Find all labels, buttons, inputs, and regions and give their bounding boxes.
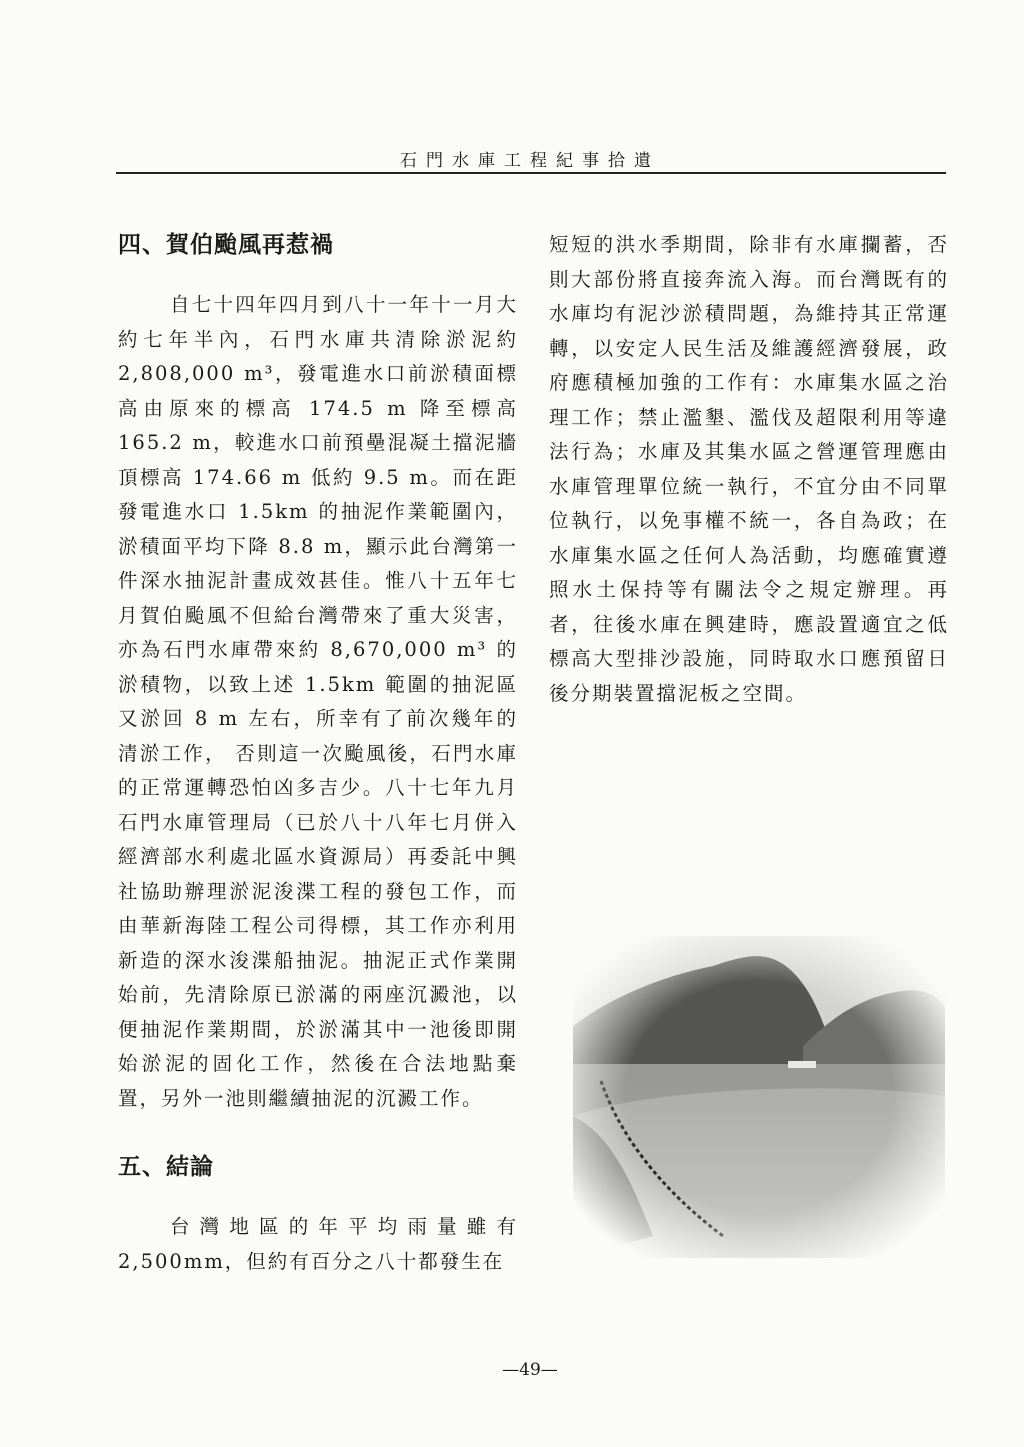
header-rule [116,172,946,174]
section5-body-start: 台灣地區的年平均雨量雖有 2,500mm，但約有百分之八十都發生在 [118,1215,518,1273]
page-number: —49— [502,1360,558,1380]
section5-heading: 五、結論 [118,1153,214,1180]
section5-body-continued: 短短的洪水季期間，除非有水庫攔蓄，否則大部份將直接奔流入海。而台灣既有的水庫均有泥沙淤積問題，為維持其正常運轉，以安定人民生活及維護經濟發展，政府應積極加強的工作有：水庫集水區之治理工作；禁止濫墾、濫伐及超限利用等違法行為；水庫及其集水區之營運管理應由水庫管理單位統一執行，不宜分由不同單位執行，以免事權不統一，各自為政；在水庫集水區之任何人為活動，均應確實遵照水土保持等有關法令之規定辦理。再者，往後水庫在興建時，應設置適宜之低標高大型排沙設施，同時取水口應預留日後分期裝置擋泥板之空間。 [549,233,949,705]
right-column [549,228,949,711]
running-header: 石門水庫工程紀事拾遺 [400,151,660,171]
section4-heading: 四、賀伯颱風再惹禍 [118,231,334,258]
section4-body: 自七十四年四月到八十一年十一月大約七年半內，石門水庫共清除淤泥約 2,808,000 m³，發電進水口前淤積面標高由原來的標高 174.5 m 降至標高 165.2 m，較進水口前預壘混凝土擋泥牆頂標高 174.66 m 低約 9.5 m。而在距發電進水口 1.5km 的抽泥作業範圍內，淤積面平均下降 8.8 m，顯示此台灣第一件深水抽泥計畫成效甚佳。惟八十五年七月賀伯颱風不但給台灣帶來了重大災害，亦為石門水庫帶來約 8,670,000 m³ 的淤積物，以致上述 1.5km 範圍的抽泥區又淤回 8 m 左右，所幸有了前次幾年的清淤工作， 否則這一次颱風後，石門水庫的正常運轉恐怕凶多吉少。八十七年九月石門水庫管理局（已於八十八年七月併入經濟部水利處北區水資源局）再委託中興社協助辦理淤泥浚渫工程的發包工作，而由華新海陸工程公司得標，其工作亦利用新造的深水浚渫船抽泥。抽泥正式作業開始前，先清除原已淤滿的兩座沉澱池，以便抽泥作業期間，於淤滿其中一池後即開始淤泥的固化工作，然後在合法地點棄置，另外一池則繼續抽泥的沉澱工作。 [118,293,518,1110]
left-column [118,228,518,1279]
reservoir-photo [573,936,945,1258]
